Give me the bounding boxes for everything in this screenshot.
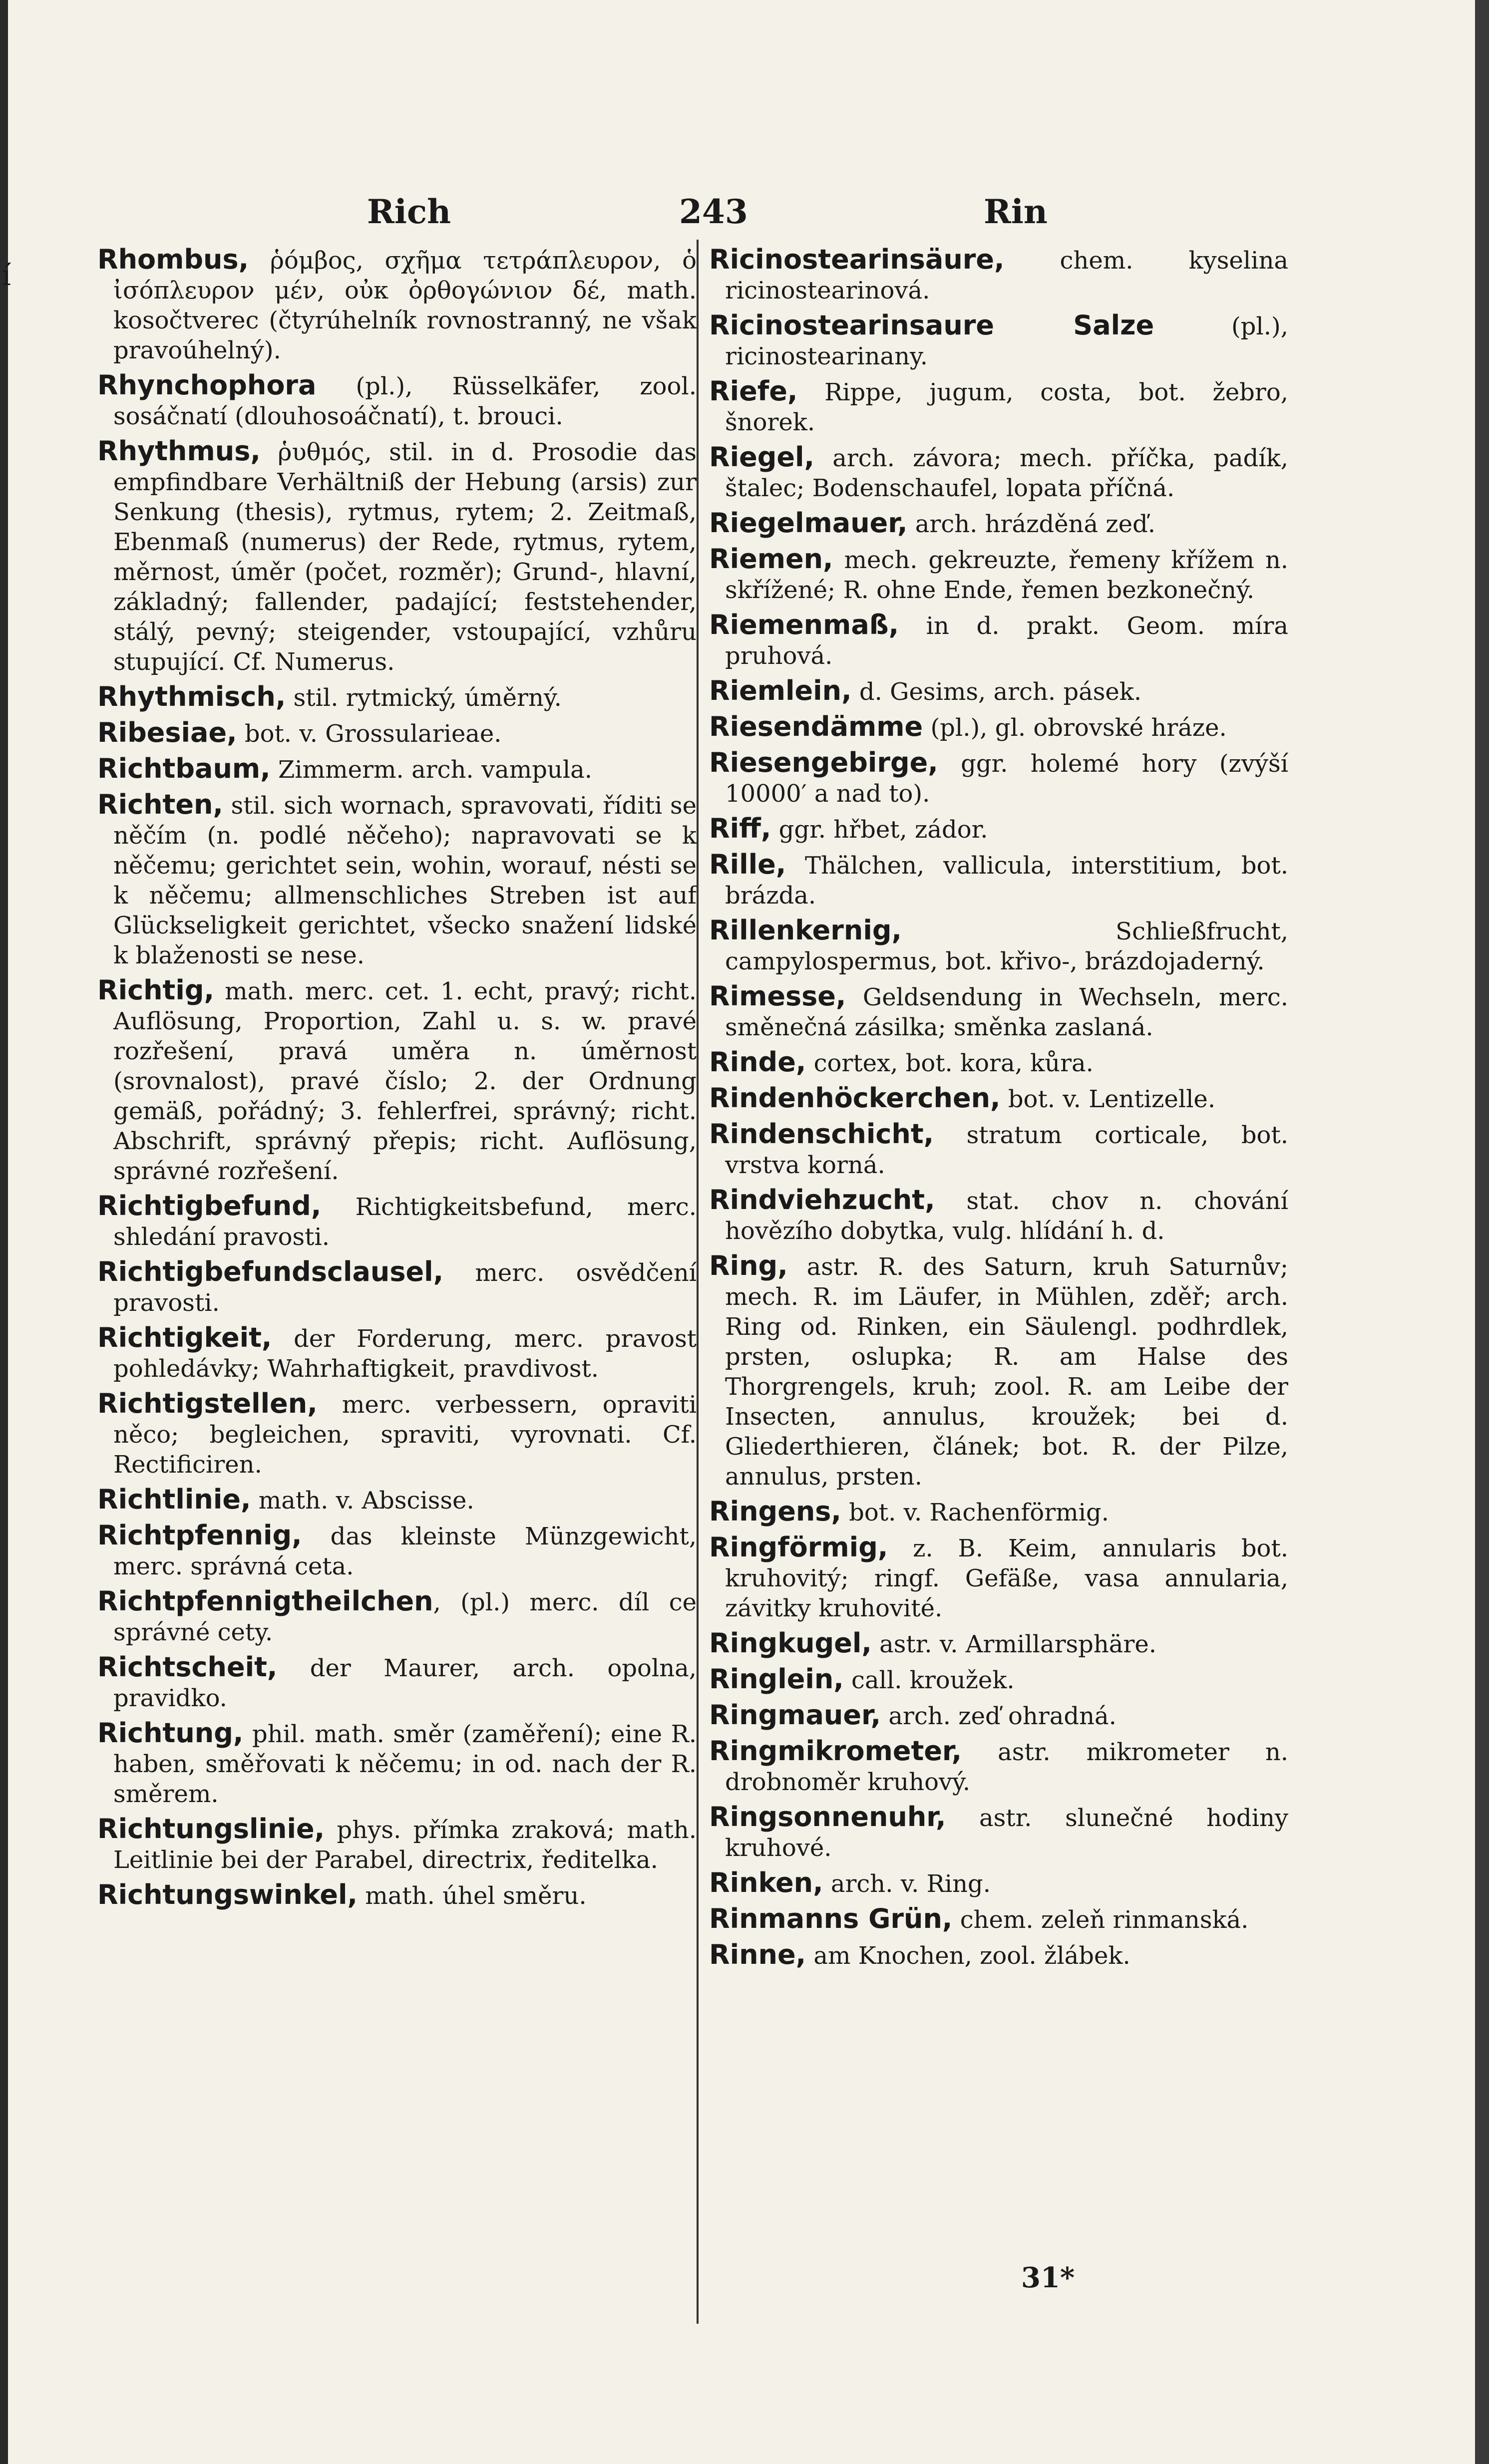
dictionary-entry: [709, 1119, 1288, 1180]
entry-definition: stil. sich wornach, spravovati, říditi se něčím (n. podlé něčeho); napravovati se k něčemu; gerichtet sein, wohin, worauf, nésti se k něčemu; allmenschliches Streben ist auf Glückseligkeit gerichtet, všecko snažení lidské k blaženosti se nese.: [113, 792, 697, 969]
entry-headword: Riesengebirge,: [709, 747, 938, 778]
entry-headword: Rhythmus,: [97, 435, 261, 467]
entry-definition: arch. zeď ohradná.: [881, 1702, 1117, 1730]
entry-definition: astr. mikrometer n. drobnoměr kruhový.: [725, 1738, 1288, 1796]
entry-definition: Zimmerm. arch. vampula.: [270, 756, 593, 784]
entry-definition: Rippe, jugum, costa, bot. žebro, šnorek.: [725, 378, 1288, 436]
dictionary-entry: [709, 1736, 1288, 1797]
dictionary-entry: [709, 676, 1288, 707]
entry-definition: stat. chov n. chování hovězího dobytka, vulg. hlídání h. d.: [725, 1187, 1288, 1245]
entry-definition: das kleinste Münzgewicht, merc. správná ceta.: [113, 1523, 697, 1580]
entry-headword: Ringförmig,: [709, 1532, 888, 1563]
entry-headword: Ringlein,: [709, 1663, 844, 1695]
entry-definition: z. B. Keim, annularis bot. kruhovitý; ringf. Gefäße, vasa annularia, závitky kruhovité.: [725, 1535, 1288, 1622]
dictionary-entry: [97, 1814, 697, 1875]
entry-headword: Rillenkernig,: [709, 915, 902, 946]
entry-headword: Richtig,: [97, 974, 215, 1006]
dictionary-entry: [97, 1880, 697, 1911]
entry-headword: Riff,: [709, 813, 771, 844]
entry-definition: math. úhel směru.: [358, 1882, 587, 1910]
entry-definition: arch. závora; mech. příčka, padík, štalec; Bodenschaufel, lopata příčná.: [725, 444, 1288, 502]
entry-headword: Richtigbefund,: [97, 1190, 322, 1222]
dictionary-entry: [97, 245, 697, 365]
right-column: [709, 245, 1288, 2316]
entry-headword: Ringmauer,: [709, 1699, 881, 1731]
entry-headword: Richten,: [97, 789, 223, 820]
entry-headword: Rimesse,: [709, 980, 846, 1012]
dictionary-entry: [709, 442, 1288, 503]
dictionary-entry: [709, 748, 1288, 809]
entry-headword: Richtbaum,: [97, 753, 271, 784]
signature-mark: 31*: [1021, 2261, 1075, 2294]
entry-headword: Richtscheit,: [97, 1651, 278, 1683]
entry-definition: chem. kyselina ricinostearinová.: [725, 247, 1288, 305]
entry-headword: Rinde,: [709, 1046, 806, 1078]
entry-headword: Ringkugel,: [709, 1627, 872, 1659]
entry-definition: in d. prakt. Geom. míra pruhová.: [725, 612, 1288, 670]
entry-definition: astr. v. Armillarsphäre.: [871, 1630, 1157, 1658]
dictionary-entry: [709, 1904, 1288, 1935]
entry-definition: cortex, bot. kora, kůra.: [806, 1049, 1094, 1077]
dictionary-entry: [97, 975, 697, 1186]
dictionary-entry: [97, 370, 697, 431]
dictionary-entry: [709, 916, 1288, 976]
entry-headword: Riefe,: [709, 375, 798, 407]
dictionary-entry: [97, 682, 697, 713]
entry-definition: Geldsendung in Wechseln, merc. směnečná zásilka; směnka zaslaná.: [725, 983, 1288, 1041]
entry-definition: (pl.), gl. obrovské hráze.: [923, 714, 1227, 742]
entry-headword: Riemen,: [709, 543, 833, 575]
dictionary-entry: [709, 850, 1288, 911]
page-edge-right: [1475, 0, 1489, 2464]
entry-definition: bot. v. Grossularieae.: [237, 720, 502, 748]
dictionary-entry: [709, 814, 1288, 845]
entry-headword: Richtpfennig,: [97, 1520, 302, 1551]
entry-headword: Rindenschicht,: [709, 1118, 934, 1150]
entry-headword: Riemlein,: [709, 675, 852, 706]
dictionary-entry: [709, 1802, 1288, 1863]
entry-headword: Rinmanns Grün,: [709, 1903, 953, 1934]
entry-headword: Rhynchophora: [97, 369, 317, 401]
dictionary-entry: [709, 1628, 1288, 1659]
entry-definition: stratum corticale, bot. vrstva korná.: [725, 1121, 1288, 1179]
entry-definition: ῥόμβος, σχῆμα τετράπλευρον, ὁ ἰσόπλευρον μέν, οὐκ ὀρθογώνιον δέ, math. kosočtverec (čtyrúhelník rovnostranný, ne však pravoúhelný).: [113, 247, 697, 364]
entry-headword: Richtlinie,: [97, 1484, 251, 1515]
entry-definition: Richtigkeitsbefund, merc. shledání pravosti.: [113, 1193, 697, 1251]
dictionary-entry: [97, 1191, 697, 1252]
entry-headword: Ringmikrometer,: [709, 1735, 962, 1767]
entry-definition: , (pl.) merc. díl ce správné cety.: [113, 1588, 697, 1646]
dictionary-entry: [97, 718, 697, 749]
entry-headword: Ringens,: [709, 1496, 841, 1527]
dictionary-entry: [709, 1185, 1288, 1246]
entry-definition: bot. v. Rachenförmig.: [841, 1499, 1109, 1527]
entry-definition: ggr. hřbet, zádor.: [771, 816, 988, 844]
entry-headword: Rindenhöckerchen,: [709, 1082, 1001, 1114]
entry-headword: Richtpfennigtheilchen: [97, 1585, 433, 1617]
entry-definition: astr. R. des Saturn, kruh Saturnův; mech. R. im Läufer, in Mühlen, zděř; arch. Ring od. Rinken, ein Säulengl. podhrdlek, prsten, oslupka; R. am Halse des Thorgrengels, kruh; zool. R. am Leibe der Insecten, annulus, kroužek; bei d. Gliederthieren, článek; bot. R. der Pilze, annulus, prsten.: [725, 1253, 1288, 1491]
header-left-catchword: Rich: [367, 192, 451, 231]
entry-definition: mech. gekreuzte, řemeny křížem n. skřížené; R. ohne Ende, řemen bezkonečný.: [725, 546, 1288, 604]
dictionary-entry: [97, 790, 697, 970]
dictionary-entry: [709, 981, 1288, 1042]
entry-definition: (pl.), Rüsselkäfer, zool. sosáčnatí (dlouhosoáčnatí), t. brouci.: [113, 372, 697, 430]
entry-headword: Riemenmaß,: [709, 609, 899, 640]
entry-definition: bot. v. Lentizelle.: [1000, 1085, 1216, 1113]
dictionary-entry: [709, 1664, 1288, 1695]
dictionary-entry: [709, 508, 1288, 539]
entry-headword: Riegel,: [709, 441, 815, 473]
entry-definition: arch. hrázděná zeď.: [907, 510, 1155, 538]
dictionary-entry: [97, 1389, 697, 1480]
entry-headword: Rhombus,: [97, 245, 249, 275]
entry-headword: Richtigstellen,: [97, 1388, 318, 1419]
entry-headword: Richtungswinkel,: [97, 1879, 358, 1910]
dictionary-entry: [709, 1700, 1288, 1731]
entry-headword: Rindviehzucht,: [709, 1184, 935, 1216]
left-column: [97, 245, 697, 2316]
entry-definition: Thälchen, vallicula, interstitium, bot. brázda.: [725, 852, 1288, 910]
entry-definition: am Knochen, zool. žlábek.: [806, 1942, 1130, 1970]
entry-headword: Rhythmisch,: [97, 681, 286, 712]
entry-definition: math. merc. cet. 1. echt, pravý; richt. Auflösung, Proportion, Zahl u. s. w. pravé rozřešení, pravá uměra n. úměrnost (srovnalost), pravé číslo; 2. der Ordnung gemäß, pořádný; 3. fehlerfrei, správný; richt. Abschrift, správný přepis; richt. Auflösung, správné rozřešení.: [113, 977, 697, 1185]
dictionary-entry: [709, 610, 1288, 671]
entry-definition: phys. přímka zraková; math. Leitlinie bei der Parabel, directrix, ředitelka.: [113, 1816, 697, 1874]
dictionary-entry: [709, 1083, 1288, 1114]
entry-headword: Rille,: [709, 849, 786, 880]
dictionary-entry: [97, 1485, 697, 1516]
entry-headword: Ringsonnenuhr,: [709, 1801, 946, 1833]
dictionary-entry: [709, 544, 1288, 605]
entry-definition: math. v. Abscisse.: [251, 1487, 474, 1515]
entry-headword: Rinken,: [709, 1867, 823, 1898]
entry-definition: merc. verbessern, opraviti něco; begleichen, spraviti, vyrovnati. Cf. Rectificiren.: [113, 1391, 697, 1479]
entry-headword: Richtigbefundsclausel,: [97, 1256, 444, 1287]
entry-headword: Riegelmauer,: [709, 507, 908, 539]
entry-definition: der Maurer, arch. opolna, pravidko.: [113, 1654, 697, 1712]
entry-headword: Rinne,: [709, 1939, 806, 1970]
dictionary-entry: [709, 1251, 1288, 1492]
dictionary-entry: [709, 1497, 1288, 1528]
entry-definition: (pl.), ricinostearinany.: [725, 312, 1288, 370]
entry-definition: der Forderung, merc. pravost pohledávky; Wahrhaftigkeit, pravdivost.: [113, 1325, 697, 1383]
entry-headword: Ribesiae,: [97, 717, 237, 748]
dictionary-entry: [709, 1940, 1288, 1971]
entry-definition: phil. math. směr (zaměření); eine R. haben, směřovati k něčemu; in od. nach der R. směrem.: [113, 1720, 697, 1808]
dictionary-entry: [709, 245, 1288, 306]
dictionary-entry: [97, 1521, 697, 1581]
dictionary-entry: [97, 754, 697, 785]
entry-definition: ggr. holemé hory (zvýší 10000′ a nad to).: [725, 750, 1288, 808]
page-header: [0, 192, 1489, 237]
dictionary-entry: [709, 1868, 1288, 1899]
entry-headword: Richtung,: [97, 1717, 244, 1749]
dictionary-entry: [97, 1586, 697, 1647]
entry-definition: call. kroužek.: [843, 1666, 1015, 1694]
dictionary-entry: [97, 1718, 697, 1809]
dictionary-entry: [97, 1652, 697, 1713]
dictionary-entry: [97, 1257, 697, 1318]
header-right-catchword: Rin: [984, 192, 1048, 231]
entry-definition: merc. osvědčení pravosti.: [113, 1259, 697, 1317]
page-edge-left: [0, 0, 8, 2464]
dictionary-entry: [709, 712, 1288, 743]
entry-headword: Richtungslinie,: [97, 1813, 325, 1845]
entry-definition: chem. zeleň rinmanská.: [952, 1906, 1249, 1934]
dictionary-entry: [97, 1323, 697, 1384]
entry-definition: ῥυθμός, stil. in d. Prosodie das empfindbare Verhältniß der Hebung (arsis) zur Senkung (thesis), rytmus, rytem; 2. Zeitmaß, Ebenmaß (numerus) der Rede, rytmus, rytem, měrnost, úměr (počet, rozměr); Grund-, hlavní, základný; fallender, padající; feststehender, stálý, pevný; steigender, vstoupající, vzhůru stupující. Cf. Numerus.: [113, 438, 697, 676]
entry-headword: Richtigkeit,: [97, 1322, 272, 1353]
dictionary-entry: [97, 436, 697, 677]
entry-definition: astr. slunečné hodiny kruhové.: [725, 1804, 1288, 1862]
entry-definition: d. Gesims, arch. pásek.: [851, 678, 1142, 706]
entry-headword: Ricinostearinsäure,: [709, 245, 1005, 275]
page-number: 243: [679, 192, 748, 231]
entry-headword: Riesendämme: [709, 711, 923, 742]
dictionary-entry: [709, 1533, 1288, 1623]
entry-definition: arch. v. Ring.: [823, 1870, 991, 1898]
entry-headword: Ring,: [709, 1250, 788, 1281]
entry-definition: Schließfrucht, campylospermus, bot. křivo-, brázdojaderný.: [725, 918, 1288, 975]
dictionary-entry: [709, 310, 1288, 371]
entry-definition: stil. rytmický, úměrný.: [286, 684, 562, 712]
entry-headword: Ricinostearinsaure Salze: [709, 309, 1154, 341]
dictionary-entry: [709, 376, 1288, 437]
column-divider: [697, 240, 699, 2324]
dictionary-entry: [709, 1047, 1288, 1078]
margin-mark: í: [2, 260, 11, 292]
